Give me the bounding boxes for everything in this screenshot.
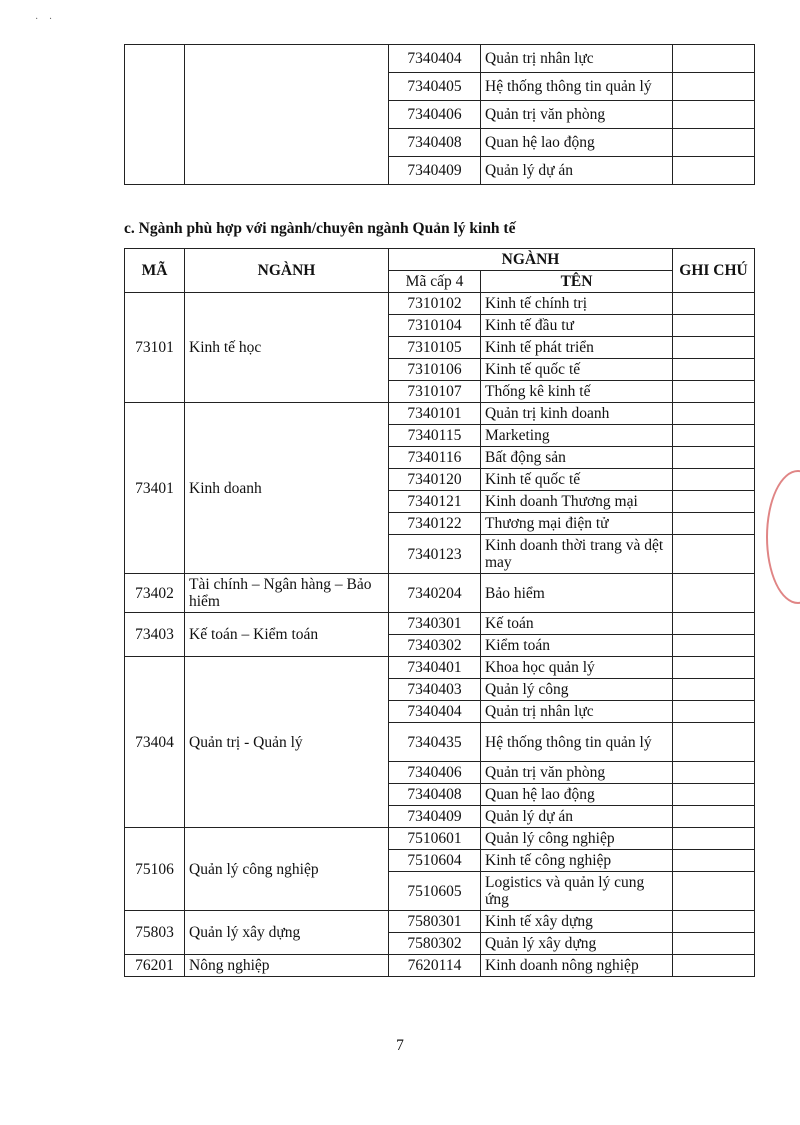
table-row <box>125 657 755 679</box>
code4-cell: 7340123 <box>389 535 481 574</box>
code4-cell: 7340404 <box>389 45 481 73</box>
major-name-cell: Khoa học quản lý <box>481 657 673 679</box>
major-name-cell: Hệ thống thông tin quản lý <box>481 73 673 101</box>
code4-cell: 7340405 <box>389 73 481 101</box>
table-row <box>125 613 755 635</box>
major-table-header <box>125 249 755 293</box>
major-name-cell: Quản trị văn phòng <box>481 101 673 129</box>
page-number: 7 <box>396 1037 404 1054</box>
code4-cell: 7340406 <box>389 101 481 129</box>
note-cell <box>673 762 755 784</box>
code4-cell: 7340403 <box>389 679 481 701</box>
code4-cell: 7310105 <box>389 337 481 359</box>
code4-cell: 7340406 <box>389 762 481 784</box>
group-code-cell: 75803 <box>125 911 185 955</box>
group-code-cell: 73101 <box>125 293 185 403</box>
red-stamp-fragment <box>766 470 800 604</box>
continued-table-body <box>125 45 755 185</box>
major-name-cell: Quản lý xây dựng <box>481 933 673 955</box>
note-cell <box>673 657 755 679</box>
code4-cell: 7310104 <box>389 315 481 337</box>
major-name-cell: Thống kê kinh tế <box>481 381 673 403</box>
code4-cell: 7510605 <box>389 872 481 911</box>
group-name-cell: Kinh doanh <box>185 403 389 574</box>
major-name-cell: Kinh doanh Thương mại <box>481 491 673 513</box>
code4-cell: 7340204 <box>389 574 481 613</box>
major-name-cell: Thương mại điện tử <box>481 513 673 535</box>
major-name-cell: Bảo hiểm <box>481 574 673 613</box>
major-name-cell: Quản trị văn phòng <box>481 762 673 784</box>
note-cell <box>673 574 755 613</box>
header-nganh: NGÀNH <box>185 249 389 293</box>
major-name-cell: Marketing <box>481 425 673 447</box>
group-name-cell: Tài chính – Ngân hàng – Bảo hiểm <box>185 574 389 613</box>
code4-cell: 7310106 <box>389 359 481 381</box>
code4-cell: 7340435 <box>389 723 481 762</box>
group-code-cell: 73402 <box>125 574 185 613</box>
major-name-cell: Quan hệ lao động <box>481 129 673 157</box>
code4-cell: 7340408 <box>389 129 481 157</box>
code4-cell: 7340121 <box>389 491 481 513</box>
note-cell <box>673 381 755 403</box>
note-cell <box>673 535 755 574</box>
note-cell <box>673 911 755 933</box>
table-row <box>125 574 755 613</box>
header-ghi-chu: GHI CHÚ <box>673 249 755 293</box>
code4-cell: 7340116 <box>389 447 481 469</box>
major-name-cell: Quản lý công <box>481 679 673 701</box>
code4-cell: 7510604 <box>389 850 481 872</box>
group-name-cell: Quản lý xây dựng <box>185 911 389 955</box>
major-name-cell: Kinh tế chính trị <box>481 293 673 315</box>
group-code-cell: 73404 <box>125 657 185 828</box>
continued-table <box>124 44 755 185</box>
major-name-cell: Quản lý công nghiệp <box>481 828 673 850</box>
note-cell <box>673 447 755 469</box>
code4-cell: 7340408 <box>389 784 481 806</box>
code4-cell: 7510601 <box>389 828 481 850</box>
note-cell <box>673 872 755 911</box>
major-name-cell: Kinh doanh nông nghiệp <box>481 955 673 977</box>
major-name-cell: Quản trị nhân lực <box>481 701 673 723</box>
note-cell <box>673 293 755 315</box>
code4-cell: 7340301 <box>389 613 481 635</box>
note-cell <box>673 73 755 101</box>
major-name-cell: Kinh tế quốc tế <box>481 469 673 491</box>
major-name-cell: Kinh tế xây dựng <box>481 911 673 933</box>
note-cell <box>673 129 755 157</box>
table-row <box>125 911 755 933</box>
group-code-cell: 75106 <box>125 828 185 911</box>
major-name-cell: Hệ thống thông tin quản lý <box>481 723 673 762</box>
major-name-cell: Kinh tế phát triển <box>481 337 673 359</box>
table-row <box>125 955 755 977</box>
code4-cell: 7340401 <box>389 657 481 679</box>
group-name-cell: Kế toán – Kiểm toán <box>185 613 389 657</box>
group-code-cell <box>125 45 185 185</box>
major-name-cell: Logistics và quản lý cung ứng <box>481 872 673 911</box>
code4-cell: 7620114 <box>389 955 481 977</box>
note-cell <box>673 679 755 701</box>
note-cell <box>673 723 755 762</box>
major-name-cell: Kinh tế đầu tư <box>481 315 673 337</box>
note-cell <box>673 635 755 657</box>
code4-cell: 7340409 <box>389 157 481 185</box>
note-cell <box>673 491 755 513</box>
note-cell <box>673 469 755 491</box>
group-name-cell: Quản trị - Quản lý <box>185 657 389 828</box>
code4-cell: 7340404 <box>389 701 481 723</box>
note-cell <box>673 403 755 425</box>
note-cell <box>673 337 755 359</box>
header-ma-cap4: Mã cấp 4 <box>389 271 481 293</box>
header-nganh-group: NGÀNH <box>389 249 673 271</box>
major-name-cell: Kế toán <box>481 613 673 635</box>
code4-cell: 7580301 <box>389 911 481 933</box>
major-name-cell: Kinh tế công nghiệp <box>481 850 673 872</box>
major-name-cell: Kinh doanh thời trang và dệt may <box>481 535 673 574</box>
code4-cell: 7310102 <box>389 293 481 315</box>
group-name-cell: Quản lý công nghiệp <box>185 828 389 911</box>
note-cell <box>673 425 755 447</box>
group-code-cell: 76201 <box>125 955 185 977</box>
note-cell <box>673 933 755 955</box>
group-code-cell: 73401 <box>125 403 185 574</box>
code4-cell: 7580302 <box>389 933 481 955</box>
major-table <box>124 248 755 977</box>
group-name-cell: Kinh tế học <box>185 293 389 403</box>
group-name-cell <box>185 45 389 185</box>
major-name-cell: Quản lý dự án <box>481 157 673 185</box>
major-name-cell: Quản trị nhân lực <box>481 45 673 73</box>
section-heading: c. Ngành phù hợp với ngành/chuyên ngành Quản lý kinh tế <box>124 220 516 237</box>
note-cell <box>673 157 755 185</box>
table-row <box>125 293 755 315</box>
note-cell <box>673 955 755 977</box>
note-cell <box>673 784 755 806</box>
major-name-cell: Quản trị kinh doanh <box>481 403 673 425</box>
note-cell <box>673 359 755 381</box>
note-cell <box>673 513 755 535</box>
table-row <box>125 403 755 425</box>
major-name-cell: Quan hệ lao động <box>481 784 673 806</box>
major-name-cell: Kinh tế quốc tế <box>481 359 673 381</box>
header-ma: MÃ <box>125 249 185 293</box>
scan-marks: · · <box>35 14 57 25</box>
header-ten: TÊN <box>481 271 673 293</box>
group-name-cell: Nông nghiệp <box>185 955 389 977</box>
code4-cell: 7310107 <box>389 381 481 403</box>
table-row <box>125 828 755 850</box>
code4-cell: 7340409 <box>389 806 481 828</box>
note-cell <box>673 45 755 73</box>
note-cell <box>673 828 755 850</box>
note-cell <box>673 806 755 828</box>
major-name-cell: Quản lý dự án <box>481 806 673 828</box>
major-name-cell: Bất động sản <box>481 447 673 469</box>
group-code-cell: 73403 <box>125 613 185 657</box>
note-cell <box>673 850 755 872</box>
note-cell <box>673 315 755 337</box>
note-cell <box>673 101 755 129</box>
table-row <box>125 45 755 73</box>
code4-cell: 7340115 <box>389 425 481 447</box>
note-cell <box>673 613 755 635</box>
code4-cell: 7340122 <box>389 513 481 535</box>
code4-cell: 7340120 <box>389 469 481 491</box>
major-table-body <box>125 293 755 977</box>
code4-cell: 7340101 <box>389 403 481 425</box>
major-name-cell: Kiểm toán <box>481 635 673 657</box>
note-cell <box>673 701 755 723</box>
code4-cell: 7340302 <box>389 635 481 657</box>
